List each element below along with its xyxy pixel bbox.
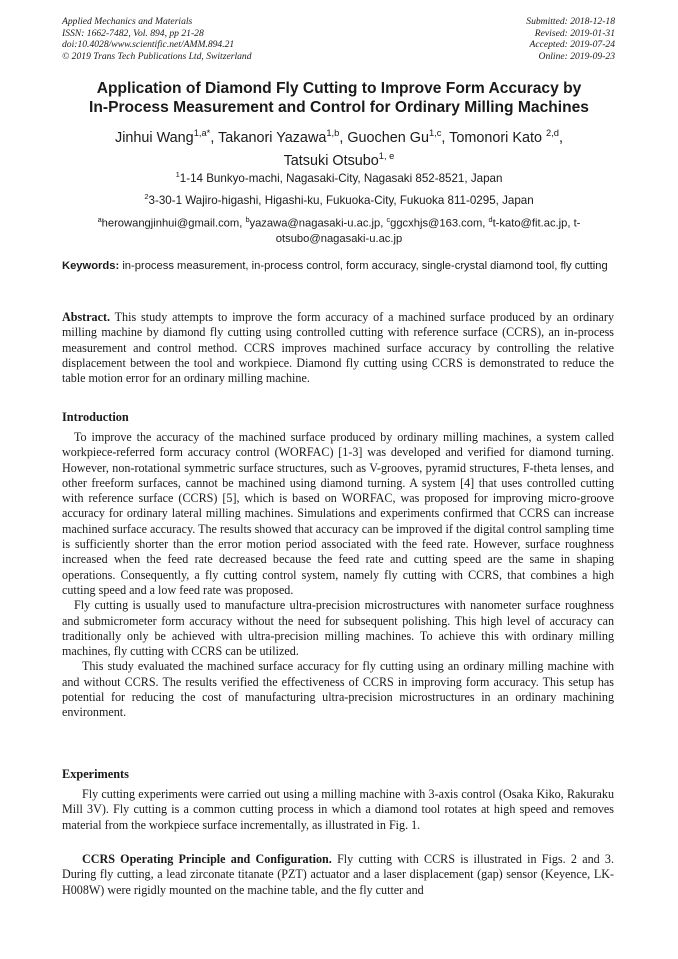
experiments-body [62, 787, 614, 833]
paper-title [40, 79, 638, 117]
author: Guochen Gu$^{1,c}$, [347, 128, 450, 146]
email[interactable]: yazawa@nagasaki-u.ac.jp, [249, 217, 387, 230]
paragraph: This study evaluated the machined surface accuracy for fly cutting using an ordinary milling machine with and without CCRS. The results verified the effectiveness of CCRS in improving form accuracy. This setup has potential for reducing the cost of manufacturing ultra-precision microstructures in an ordinary machining environment. [62, 659, 614, 720]
affiliation-1: $^1$1-14 Bunkyo-machi, Nagasaki-City, Nagasaki 852-8521, Japan [175, 170, 503, 185]
paragraph: To improve the accuracy of the machined surface produced by ordinary milling machines, a system called workpiece-referred form accuracy control (WORFAC) [1-3] was developed and verified for diamond turning. However, non-rotational symmetric surface structures, such as V-grooves, pyramid structures, F-theta lenses, and other freeform surfaces, cannot be machined using diamond turning. A system [4] that uses controlled cutting with reference surface (CCRS) [5], which is based on WORFAC, was proposed for improving micro-groove accuracy for ordinary lateral milling machines. Simulations and experiments confirmed that CCRS can increase machined surface accuracy. The results showed that accuracy can be improved if the digital control sampling time is sufficiently shorter than the error motion period associated with the feed rate. However, surface roughness increased when the feed rate decreased because the feed rate and cutting speed are the same in shaping operations. Consequently, a fly cutting control system, namely fly cutting with CCRS, that combines a high cutting speed and a low feed rate was proposed. [62, 430, 614, 597]
abstract [62, 310, 614, 386]
submitted-date: Submitted: 2018-12-18 [526, 16, 615, 27]
author-list [40, 124, 638, 170]
copyright: © 2019 Trans Tech Publications Ltd, Switzerland [62, 50, 252, 62]
journal-name: Applied Mechanics and Materials [62, 16, 193, 27]
title-line-2: In-Process Measurement and Control for Ordinary Milling Machines [89, 99, 589, 116]
paragraph: Fly cutting with CCRS is illustrated in Figs. 2 and 3. During fly cutting, a lead zirconate titanate (PZT) actuator and a laser displacement (gap) sensor (Keyence, LK-H008W) were rigidly mounted on the machine table, and the fly cutter and [62, 852, 614, 897]
email[interactable]: herowangjinhui@gmail.com, [101, 217, 246, 230]
issn: ISSN: 1662-7482, Vol. 894, pp 21-28 [62, 27, 204, 39]
revised-date: Revised: 2019-01-31 [534, 27, 615, 39]
author: Tomonori Kato $^{2,d}$, [449, 128, 563, 146]
introduction-body [62, 430, 614, 721]
email-list: $^a$herowangjinhui@gmail.com, $^b$yazawa@nagasaki-u.ac.jp, $^c$ggcxhjs@163.com, $^d$t-kato@fit.ac.jp, t-otsubo@nagasaki-u.ac.jp [97, 215, 581, 245]
abstract-text: This study attempts to improve the form accuracy of a machined surface produced by an ordinary milling machine by diamond fly cutting using controlled cutting with reference surface (CCRS), an in-process measurement and control method. CCRS improves machined surface accuracy by controlling the relative displacement between the tool and workpiece. Diamond fly cutting using CCRS is demonstrated to reduce the table motion error for an ordinary milling machine. [62, 310, 614, 386]
section-heading-introduction: Introduction [62, 410, 129, 424]
journal-info [62, 16, 252, 62]
paragraph: Fly cutting is usually used to manufacture ultra-precision microstructures with nanometer surface roughness and submicrometer form accuracy without the need for subsequent polishing. This high level of accuracy can traditionally only be achieved with ultra-precision milling machines. To achieve this with ordinary milling machines, fly cutting with CCRS can be utilized. [62, 598, 614, 659]
keywords-text: in-process measurement, in-process control, form accuracy, single-crystal diamond tool, fly cutting [122, 260, 608, 272]
author: Jinhui Wang$^{1,a*}$, [115, 128, 219, 146]
paragraph: Fly cutting experiments were carried out using a milling machine with 3-axis control (Osaka Kiko, Rakuraku Mill 3V). Fly cutting is a common cutting process in which a diamond tool rotates at high speed and removes material from the workpiece surface incrementally, as illustrated in Fig. 1. [62, 787, 614, 832]
doi: doi:10.4028/www.scientific.net/AMM.894.21 [62, 39, 235, 50]
abstract-label: Abstract. [62, 310, 111, 324]
email[interactable]: t-kato@fit.ac.jp, t-otsubo@nagasaki-u.ac.jp [275, 217, 581, 245]
section-heading-experiments: Experiments [62, 767, 129, 781]
keywords [62, 259, 616, 273]
publication-dates [526, 16, 615, 62]
subsection-heading: CCRS Operating Principle and Configuration. [82, 852, 332, 866]
accepted-date: Accepted: 2019-07-24 [529, 39, 615, 50]
author: Tatsuki Otsubo$^{1, e}$ [283, 150, 395, 169]
online-date: Online: 2019-09-23 [538, 50, 615, 62]
keywords-label: Keywords: [62, 260, 120, 272]
email[interactable]: ggcxhjs@163.com, [390, 217, 489, 230]
author: Takanori Yazawa$^{1,b}$, [218, 128, 348, 146]
ccrs-section [62, 852, 614, 898]
title-line-1: Application of Diamond Fly Cutting to Improve Form Accuracy by [96, 80, 582, 97]
affiliation-2: $^2$3-30-1 Wajiro-higashi, Higashi-ku, Fukuoka-City, Fukuoka 811-0295, Japan [144, 192, 534, 207]
